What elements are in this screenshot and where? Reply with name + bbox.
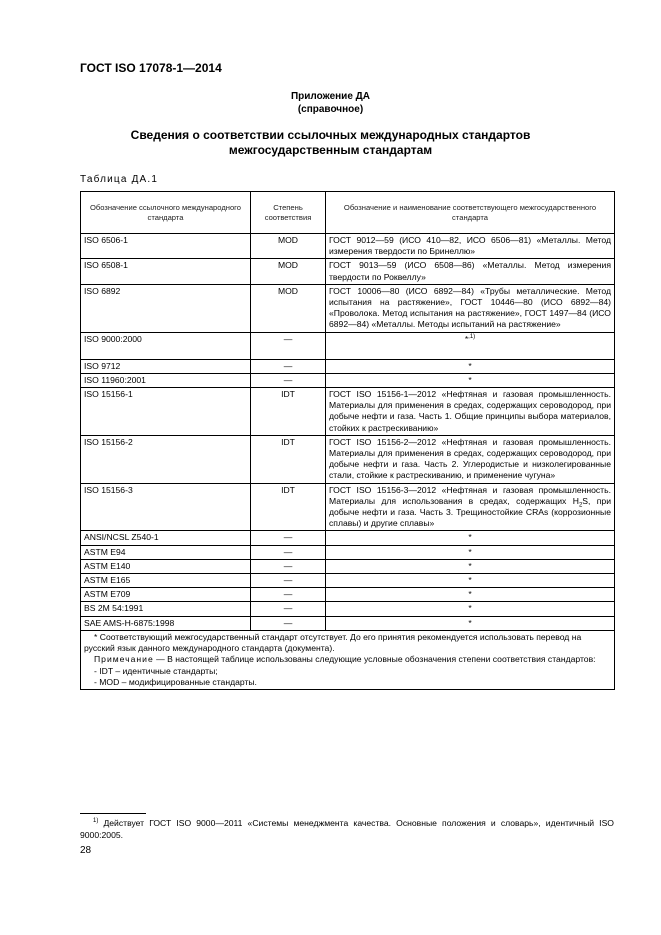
header-interstate-standard: Обозначение и наименование соответствующего межгосударственного стандарта xyxy=(326,192,615,234)
note-item-idt: - IDT – идентичные стандарты; xyxy=(94,665,218,676)
table-note xyxy=(81,630,615,689)
cell-standard: BS 2M 54:1991 xyxy=(81,602,251,616)
cell-description: * xyxy=(326,616,615,630)
note-primechanie xyxy=(84,654,611,665)
document-code: ГОСТ ISO 17078-1—2014 xyxy=(80,61,222,75)
cell-description: ГОСТ ISO 15156-2—2012 «Нефтяная и газовая промышленность. Материалы для применения в средах, содержащих сероводород, при добыче нефти и газа. Часть 2. Углеродистые и низколегированные стали, стойкие к растрескиванию, и применение чугуна» xyxy=(326,435,615,483)
table-row xyxy=(81,435,615,483)
table-row xyxy=(81,373,615,387)
no-standard-mark: * xyxy=(464,333,469,344)
cell-standard: ISO 6506-1 xyxy=(81,234,251,259)
note-label: Примечание xyxy=(94,654,154,665)
section-title-line2: межгосударственным стандартам xyxy=(228,143,433,157)
table-note-row xyxy=(81,630,615,689)
cell-standard: ASTM E94 xyxy=(81,545,251,559)
header-ref-standard: Обозначение ссылочного международного стандарта xyxy=(81,192,251,234)
note-absent-standard: * Соответствующий межгосударственный стандарт отсутствует. До его принятия рекомендуется использовать перевод на русский язык данного международного стандарта (документа). xyxy=(84,631,582,654)
cell-description: * xyxy=(326,545,615,559)
cell-standard: ISO 6508-1 xyxy=(81,259,251,284)
cell-degree: — xyxy=(251,559,326,573)
cell-standard: ISO 9000:2000 xyxy=(81,332,251,359)
cell-standard: ISO 15156-1 xyxy=(81,388,251,436)
cell-standard: ISO 11960:2001 xyxy=(81,373,251,387)
footnote xyxy=(80,818,614,841)
cell-degree: — xyxy=(251,602,326,616)
table-row xyxy=(81,259,615,284)
cell-degree: — xyxy=(251,373,326,387)
cell-standard: ISO 15156-3 xyxy=(81,483,251,531)
table-row xyxy=(81,545,615,559)
cell-degree: — xyxy=(251,332,326,359)
subscript: 2 xyxy=(578,502,583,509)
cell-degree: — xyxy=(251,545,326,559)
cell-standard: SAE AMS-H-6875:1998 xyxy=(81,616,251,630)
table-caption: Таблица ДА.1 xyxy=(80,174,159,185)
appendix-subtitle: (справочное) xyxy=(297,104,364,115)
cell-description: * xyxy=(326,359,615,373)
page-number: 28 xyxy=(80,845,92,856)
cell-description: * xyxy=(326,602,615,616)
table-row xyxy=(81,602,615,616)
cell-degree: IDT xyxy=(251,435,326,483)
cell-standard: ISO 15156-2 xyxy=(81,435,251,483)
table-row xyxy=(81,284,615,332)
description-part-2: S, при добыче нефти и газа. Часть 3. Трещиностойкие CRAs (коррозионные сплавы) и другие сплавы» xyxy=(329,495,611,529)
cell-degree: IDT xyxy=(251,388,326,436)
cell-degree: — xyxy=(251,531,326,545)
cell-degree: MOD xyxy=(251,234,326,259)
cell-description: ГОСТ 9012—59 (ИСО 410—82, ИСО 6506—81) «Металлы. Метод измерения твердости по Бринеллю» xyxy=(326,234,615,259)
note-item-mod: - MOD – модифицированные стандарты. xyxy=(94,676,257,687)
cell-standard: ASTM E709 xyxy=(81,588,251,602)
footnote-marker: 1) xyxy=(93,818,99,825)
cell-description: * xyxy=(326,588,615,602)
table-row xyxy=(81,588,615,602)
cell-standard: ANSI/NCSL Z540-1 xyxy=(81,531,251,545)
footnote-divider xyxy=(80,813,146,814)
cell-description: * xyxy=(326,373,615,387)
cell-standard: ISO 9712 xyxy=(81,359,251,373)
cell-description: ГОСТ ISO 15156-1—2012 «Нефтяная и газовая промышленность. Материалы для применения в средах, содержащих сероводород, при добыче нефти и газа. Часть 1. Общие принципы выбора материалов, стойких к растрескиванию» xyxy=(326,388,615,436)
note-text: — В настоящей таблице использованы следующие условные обозначения степени соответствия стандартов: xyxy=(153,654,596,665)
header-degree: Степень соответствия xyxy=(251,192,326,234)
table-row xyxy=(81,531,615,545)
table-row xyxy=(81,332,615,359)
cell-degree: — xyxy=(251,588,326,602)
table-row xyxy=(81,388,615,436)
cell-description: * xyxy=(326,559,615,573)
cell-degree: IDT xyxy=(251,483,326,531)
table-row xyxy=(81,234,615,259)
description-part-1: ГОСТ ISO 15156-3—2012 «Нефтяная и газовая промышленность. Материалы для использования в средах, содержащих H xyxy=(329,484,611,506)
cell-description: ГОСТ 10006—80 (ИСО 6892—84) «Трубы металлические. Метод испытания на растяжение», ГОСТ 10446—80 (ИСО 6892—84) «Проволока. Метод испытания на растяжение», ГОСТ 1497—84 (ИСО 6892—84) «Металлы. Методы испытаний на растяжение» xyxy=(326,284,615,332)
cell-standard: ASTM E165 xyxy=(81,574,251,588)
cell-description: * xyxy=(326,574,615,588)
cell-description xyxy=(326,483,615,531)
table-row xyxy=(81,616,615,630)
cell-degree: MOD xyxy=(251,259,326,284)
cell-standard: ISO 6892 xyxy=(81,284,251,332)
table-row xyxy=(81,483,615,531)
cell-degree: — xyxy=(251,574,326,588)
footnote-text: Действует ГОСТ ISO 9000—2011 «Системы менеджмента качества. Основные положения и словарь», идентичный ISO 9000:2005. xyxy=(80,818,614,840)
table-row xyxy=(81,574,615,588)
cell-degree: — xyxy=(251,616,326,630)
table-header-row xyxy=(81,192,615,234)
cell-degree: — xyxy=(251,359,326,373)
cell-description xyxy=(326,332,615,359)
cell-description: ГОСТ 9013—59 (ИСО 6508—86) «Металлы. Метод измерения твердости по Роквеллу» xyxy=(326,259,615,284)
cell-standard: ASTM E140 xyxy=(81,559,251,573)
cell-description: * xyxy=(326,531,615,545)
section-title-line1: Сведения о соответствии ссылочных международных стандартов xyxy=(130,128,531,142)
correspondence-table xyxy=(80,191,615,690)
table-row xyxy=(81,359,615,373)
cell-degree: MOD xyxy=(251,284,326,332)
appendix-title: Приложение ДА xyxy=(290,91,371,102)
table-row xyxy=(81,559,615,573)
footnote-ref: ,1) xyxy=(468,333,476,340)
